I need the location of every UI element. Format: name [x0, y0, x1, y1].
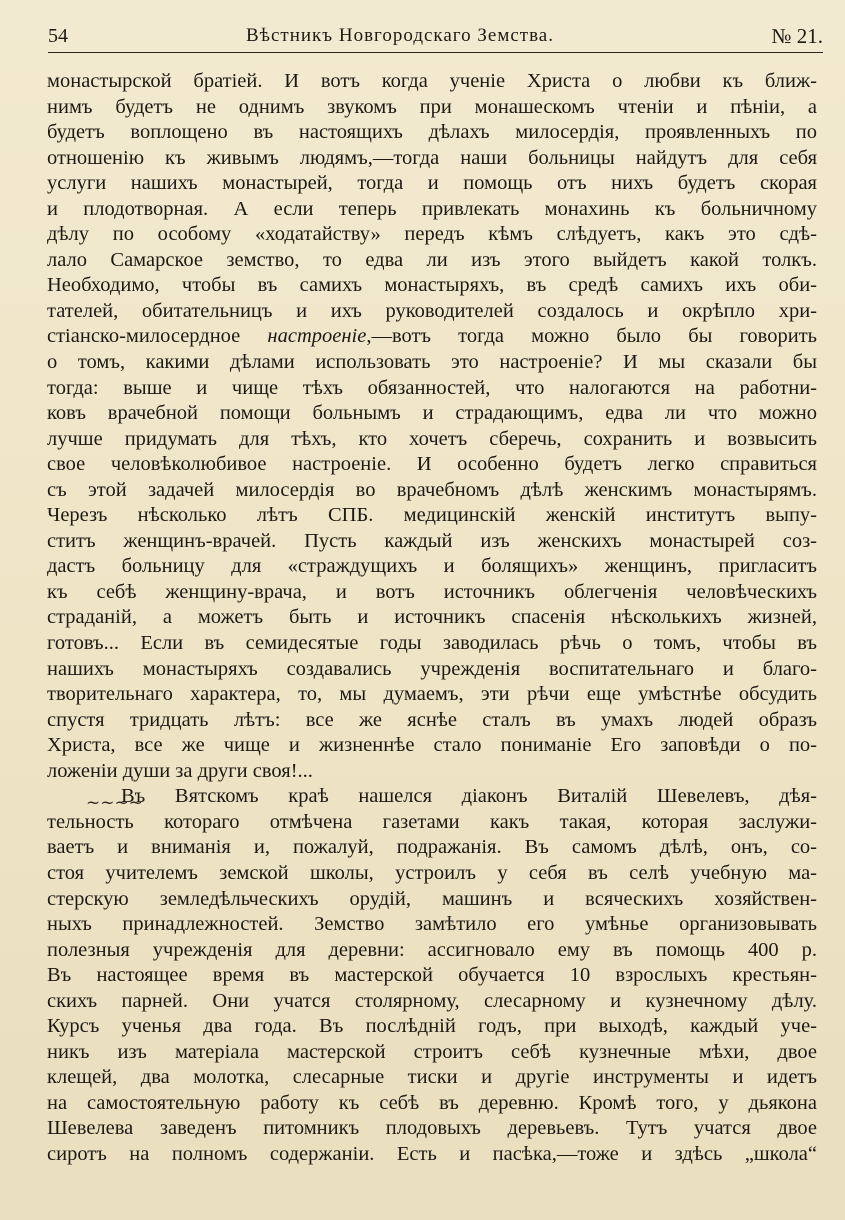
text-line-with-emphasis	[47, 324, 817, 350]
text-span: ,—вотъ тогда можно было бы говорить	[366, 325, 817, 348]
text-line: нимъ будетъ не однимъ звукомъ при монашескомъ чтеніи и пѣніи, а	[47, 95, 817, 118]
text-line: Въ Вятскомъ краѣ нашелся діаконъ Виталій Шевелевъ, дѣя-	[121, 785, 817, 808]
text-line: свое человѣколюбивое настроеніе. И особенно будетъ легко справиться	[47, 453, 817, 476]
paragraph-2	[47, 784, 817, 1167]
journal-title: Вѣстникъ Новгородскаго Земства.	[246, 25, 554, 46]
text-line: клещей, два молотка, слесарные тиски и другіе инструменты и идетъ	[47, 1066, 817, 1089]
text-line: услуги нашихъ монастырей, тогда и помощь отъ нихъ будетъ скорая	[47, 172, 817, 195]
text-span: стіанско-милосердное	[47, 325, 268, 348]
text-line: тателей, обитательницъ и ихъ руководителей создалось и окрѣпло хри-	[47, 299, 817, 322]
text-line: ныхъ принадлежностей. Земство замѣтило его умѣнье организовывать	[47, 913, 817, 936]
text-line: ковъ врачебной помощи больнымъ и страдающимъ, едва ли что можно	[47, 402, 817, 425]
emphasized-word: настроеніе	[267, 325, 367, 348]
text-line: тельность котораго отмѣчена газетами какъ такая, которая заслужи-	[47, 810, 817, 833]
text-line: сиротъ на полномъ содержаніи. Есть и пасѣка,—тоже и здѣсь „школа“	[47, 1142, 817, 1165]
text-line: монастырской братіей. И вотъ когда ученіе Христа о любви къ ближ-	[47, 70, 817, 92]
page-number: 54	[48, 25, 68, 47]
header-rule	[48, 52, 823, 53]
text-line: будетъ воплощено въ настоящихъ дѣлахъ милосердія, проявленныхъ по	[47, 121, 817, 144]
text-line: лучше придумать для тѣхъ, кто хочетъ сберечь, сохранить и возвысить	[47, 427, 817, 450]
body-text	[47, 69, 817, 1189]
text-line: дѣлу по особому «ходатайству» передъ кѣмъ слѣдуетъ, какъ это сдѣ-	[47, 223, 817, 246]
text-line: отношенію къ живымъ людямъ,—тогда наши больницы найдутъ для себя	[47, 146, 817, 169]
paragraph-ornament: ~~~~	[86, 793, 143, 813]
text-line: ваетъ и вниманія и, пожалуй, подражанія. Въ самомъ дѣлѣ, онъ, со-	[47, 836, 817, 859]
text-line: спустя тридцать лѣтъ: все же яснѣе сталъ въ умахъ людей образъ	[47, 708, 817, 731]
paragraph-1	[47, 69, 817, 784]
text-line: скихъ парней. Они учатся столярному, слесарному и кузнечному дѣлу.	[47, 989, 817, 1012]
text-line: о томъ, какими дѣлами использовать это настроеніе? И мы сказали бы	[47, 351, 817, 374]
text-line: стоя учителемъ земской школы, устроилъ у себя въ селѣ учебную ма-	[47, 861, 817, 884]
text-line: на самостоятельную работу къ себѣ въ деревню. Кромѣ того, у дьякона	[47, 1091, 817, 1114]
text-line: Курсъ ученья два года. Въ послѣдній годъ, при выходѣ, каждый уче-	[47, 1015, 817, 1038]
text-line: къ себѣ женщину-врача, и вотъ источникъ облегченія человѣческихъ	[47, 580, 817, 603]
text-line: стерскую земледѣльческихъ орудій, машинъ и всяческихъ хозяйствен-	[47, 887, 817, 910]
text-line: ложеніи души за други своя!...	[47, 759, 313, 782]
text-line: страданій, а можетъ быть и источникъ спасенія нѣсколькихъ жизней,	[47, 606, 817, 629]
text-line: съ этой задачей милосердія во врачебномъ дѣлѣ женскимъ монастырямъ.	[47, 478, 817, 501]
text-line: готовъ... Если въ семидесятые годы заводилась рѣчь о томъ, чтобы въ	[47, 632, 817, 655]
text-line: Въ настоящее время въ мастерской обучается 10 взрослыхъ крестьян-	[47, 964, 817, 987]
text-line: никъ изъ матеріала мастерской строитъ себѣ кузнечные мѣхи, двое	[47, 1040, 817, 1063]
text-line: Христа, все же чище и жизненнѣе стало пониманіе Его заповѣди о по-	[47, 734, 817, 757]
text-line: дастъ больницу для «страждущихъ и болящихъ» женщинъ, пригласитъ	[47, 555, 817, 578]
running-header	[48, 22, 823, 50]
issue-number: № 21.	[771, 24, 823, 48]
text-line: ститъ женщинъ-врачей. Пусть каждый изъ женскихъ монастырей соз-	[47, 529, 817, 552]
text-line: нашихъ монастыряхъ создавались учрежденія воспитательнаго и благо-	[47, 657, 817, 680]
text-line: и плодотворная. А если теперь привлекать монахинь къ больничному	[47, 197, 817, 220]
text-line: полезныя учрежденія для деревни: ассигновало ему въ помощь 400 р.	[47, 938, 817, 961]
text-line: лало Самарское земство, то едва ли изъ этого выйдетъ какой толкъ.	[47, 248, 817, 271]
text-line: творительнаго характера, то, мы думаемъ, эти рѣчи еще умѣстнѣе обсудить	[47, 683, 817, 706]
text-line: Черезъ нѣсколько лѣтъ СПБ. медицинскій женскій институтъ выпу-	[47, 504, 817, 527]
text-line: Шевелева заведенъ питомникъ плодовыхъ деревьевъ. Тутъ учатся двое	[47, 1117, 817, 1140]
text-line: тогда: выше и чище тѣхъ обязанностей, что налогаются на работни-	[47, 376, 817, 399]
text-line: Необходимо, чтобы въ самихъ монастыряхъ, въ средѣ самихъ ихъ оби-	[47, 274, 817, 297]
